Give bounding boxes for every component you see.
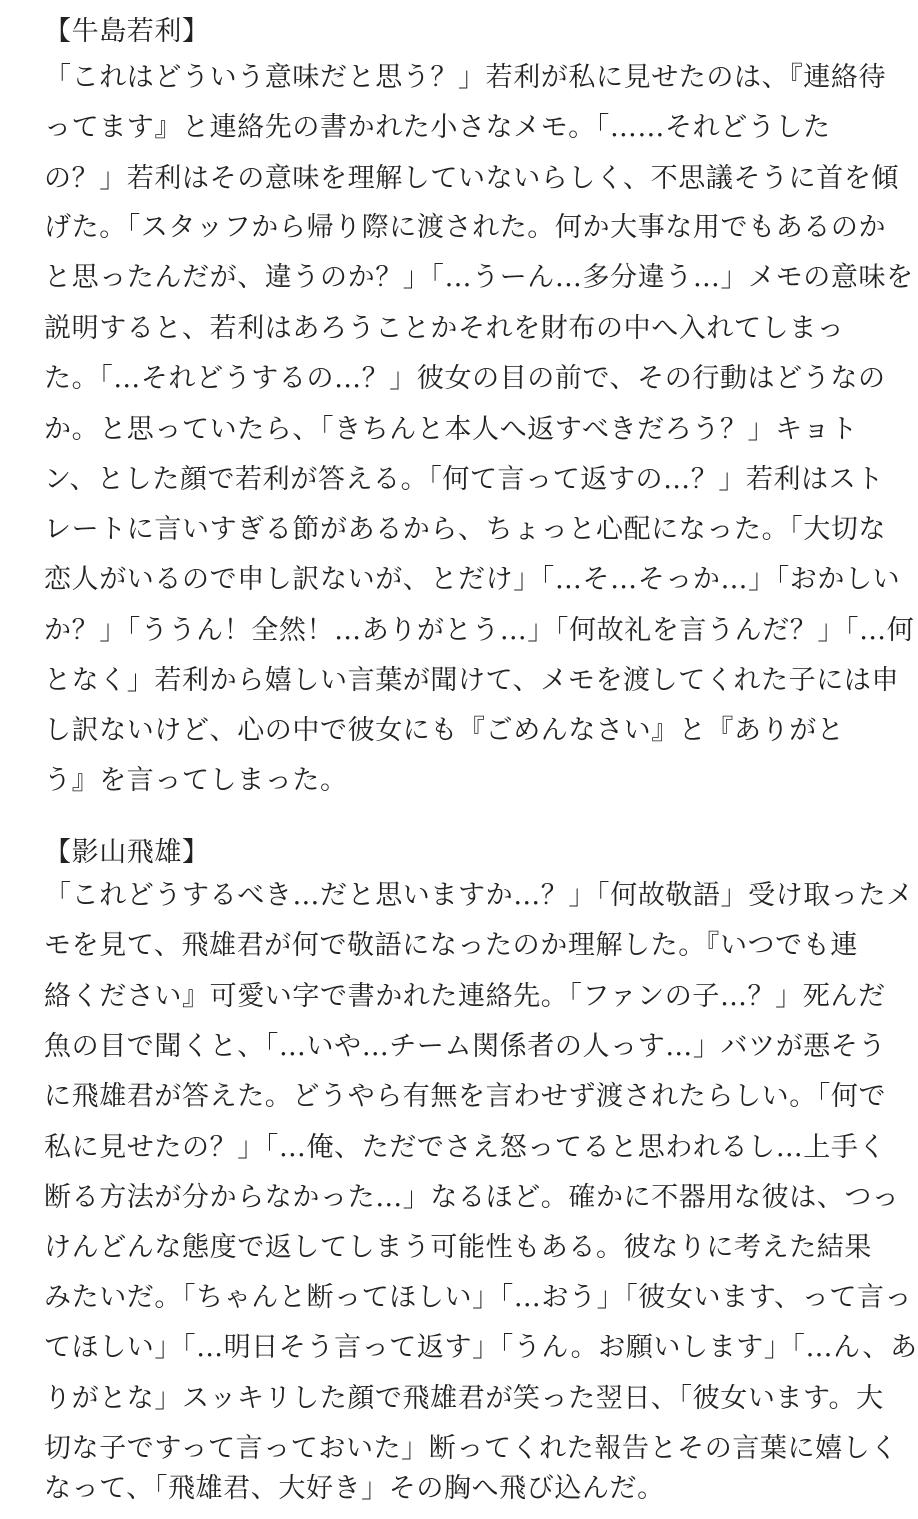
text-line: けんどんな態度で返してしまう可能性もある。彼なりに考えた結果 [44, 1232, 872, 1263]
section-heading-kageyama: 【影山飛雄】 [44, 837, 210, 868]
text-line: なって、「飛雄君、大好き」その胸へ飛び込んだ。 [44, 1473, 665, 1504]
text-line: ってます』と連絡先の書かれた小さなメモ。「……それどうした [44, 112, 831, 143]
text-line: みたいだ。「ちゃんと断ってほしい」「…おう」「彼女います、って言っ [44, 1282, 913, 1313]
text-line: となく」若利から嬉しい言葉が聞けて、メモを渡してくれた子には申 [44, 665, 900, 696]
text-line: た。「…それどうするの…？」彼女の目の前で、その行動はどうなの [44, 363, 886, 394]
text-line: 絡ください』可愛い字で書かれた連絡先。「ファンの子…？」死んだ [44, 981, 886, 1012]
text-line: モを見て、飛雄君が何で敬語になったのか理解した。『いつでも連 [44, 930, 858, 961]
text-line: 私に見せたの？」「…俺、ただでさえ怒ってると思われるし…上手く [44, 1132, 887, 1163]
text-line: か？」「ううん！全然！…ありがとう…」「何故礼を言うんだ？」「…何 [44, 615, 915, 646]
text-line: げた。「スタッフから帰り際に渡された。何か大事な用でもあるのか [44, 212, 887, 243]
text-line: りがとな」スッキリした顔で飛雄君が笑った翌日、「彼女います。大 [44, 1383, 884, 1414]
text-line: う』を言ってしまった。 [44, 765, 348, 796]
text-line: 説明すると、若利はあろうことかそれを財布の中へ入れてしまっ [44, 313, 845, 344]
text-line: 恋人がいるので申し訳ないが、とだけ」「…そ…そっか…」「おかしい [44, 564, 901, 595]
text-line: 魚の目で聞くと、「…いや…チーム関係者の人っす…」バツが悪そう [44, 1031, 887, 1062]
text-line: の？」若利はその意味を理解していないらしく、不思議そうに首を傾 [44, 163, 900, 194]
text-line: 「これはどういう意味だと思う？」若利が私に見せたのは、『連絡待 [44, 62, 887, 93]
text-line: と思ったんだが、違うのか？」「…うーん…多分違う…」メモの意味を [44, 262, 914, 293]
section-heading-ushijima: 【牛島若利】 [44, 16, 210, 47]
text-line: 「これどうするべき…だと思いますか…？」「何故敬語」受け取ったメ [44, 880, 914, 911]
text-line: ン、とした顔で若利が答える。「何て言って返すの…？」若利はスト [44, 464, 884, 495]
text-line: レートに言いすぎる節があるから、ちょっと心配になった。「大切な [44, 514, 887, 545]
text-line: か。と思っていたら、「きちんと本人へ返すべきだろう？」キョト [44, 414, 858, 445]
text-line: 断る方法が分からなかった…」なるほど。確かに不器用な彼は、つっ [44, 1182, 900, 1213]
text-line: てほしい」「…明日そう言って返す」「うん。お願いします」「…ん、あ [44, 1332, 918, 1363]
text-line: 切な子ですって言っておいた」断ってくれた報告とその言葉に嬉しく [44, 1433, 898, 1464]
text-line: し訳ないけど、心の中で彼女にも『ごめんなさい』と『ありがと [44, 715, 845, 746]
text-line: に飛雄君が答えた。どうやら有無を言わせず渡されたらしい。「何で [44, 1081, 887, 1112]
